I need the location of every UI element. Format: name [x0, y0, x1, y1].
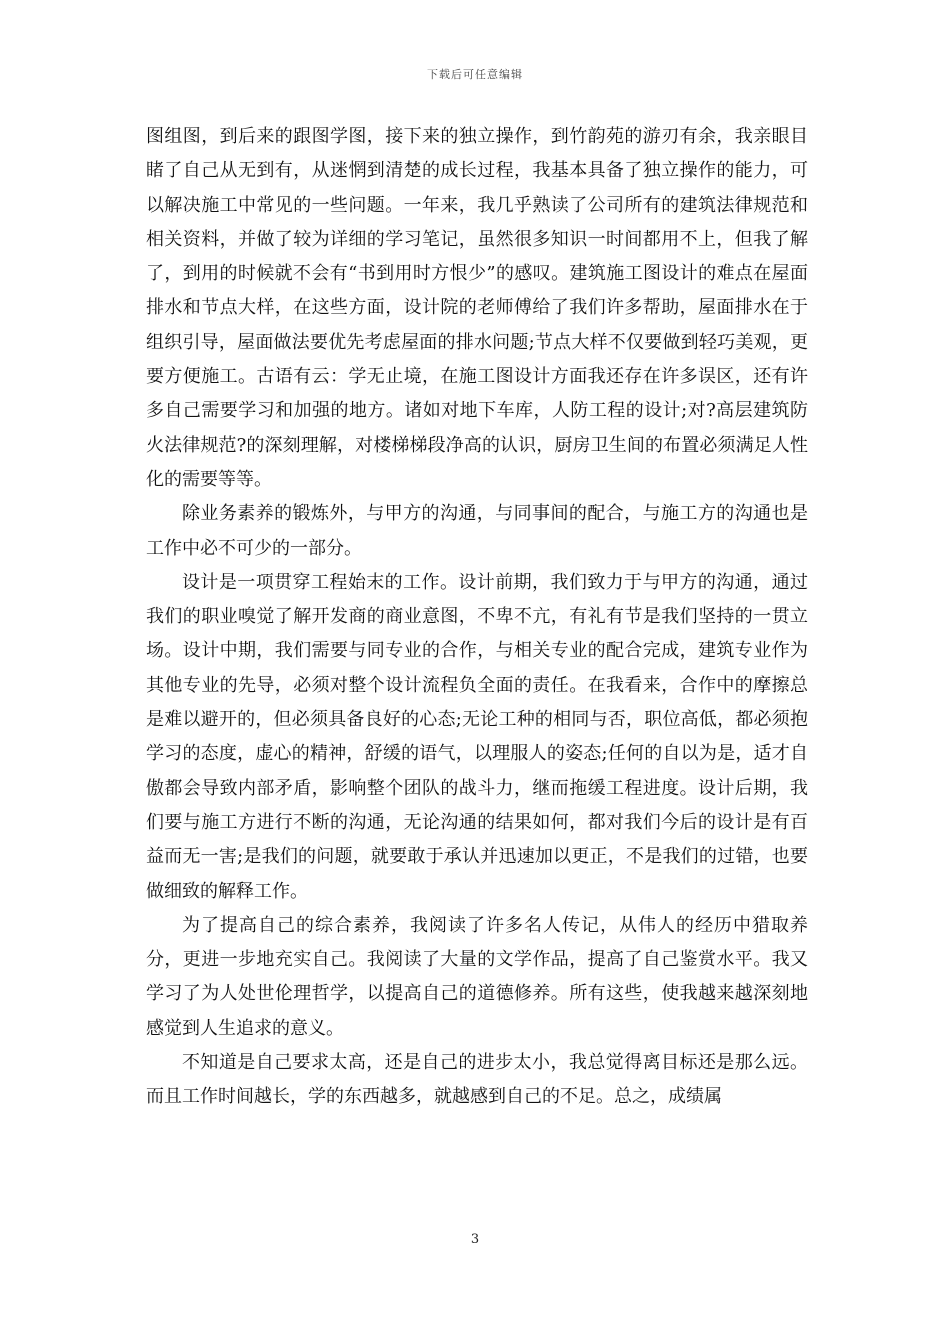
paragraph-2: 除业务素养的锻炼外，与甲方的沟通，与同事间的配合，与施工方的沟通也是工作中必不可少的一部分。 [146, 503, 808, 559]
paragraph-1: 图组图，到后来的跟图学图，接下来的独立操作，到竹韵苑的游刃有余，我亲眼目睹了自己从无到有，从迷惘到清楚的成长过程，我基本具备了独立操作的能力，可以解决施工中常见的一些问题。一年来，我几乎熟读了公司所有的建筑法律规范和相关资料，并做了较为详细的学习笔记，虽然很多知识一时间都用不上，但我了解了，到用的时候就不会有“书到用时方恨少”的感叹。建筑施工图设计的难点在屋面排水和节点大样，在这些方面，设计院的老师傅给了我们许多帮助，屋面排水在于组织引导，屋面做法要优先考虑屋面的排水问题;节点大样不仅要做到轻巧美观，更要方便施工。古语有云：学无止境，在施工图设计方面我还存在许多误区，还有许多自己需要学习和加强的地方。诸如对地下车库，人防工程的设计;对?高层建筑防火法律规范?的深刻理解，对楼梯梯段净高的认识，厨房卫生间的布置必须满足人性化的需要等等。 [146, 126, 808, 490]
paragraph-3: 设计是一项贯穿工程始末的工作。设计前期，我们致力于与甲方的沟通，通过我们的职业嗅觉了解开发商的商业意图，不卑不亢，有礼有节是我们坚持的一贯立场。设计中期，我们需要与同专业的合作，与相关专业的配合完成，建筑专业作为其他专业的先导，必须对整个设计流程负全面的责任。在我看来，合作中的摩擦总是难以避开的，但必须具备良好的心态;无论工种的相同与否，职位高低，都必须抱学习的态度，虚心的精神，舒缓的语气，以理服人的姿态;任何的自以为是，适才自傲都会导致内部矛盾，影响整个团队的战斗力，继而拖缓工程进度。设计后期，我们要与施工方进行不断的沟通，无论沟通的结果如何，都对我们今后的设计是有百益而无一害;是我们的问题，就要敢于承认并迅速加以更正，不是我们的过错，也要做细致的解释工作。 [146, 571, 808, 902]
paragraph-5: 不知道是自己要求太高，还是自己的进步太小，我总觉得离目标还是那么远。而且工作时间越长，学的东西越多，就越感到自己的不足。总之，成绩属 [146, 1052, 808, 1108]
page-number: 3 [470, 1232, 480, 1247]
paragraph-4: 为了提高自己的综合素养，我阅读了许多名人传记，从伟人的经历中猎取养分，更进一步地充实自己。我阅读了大量的文学作品，提高了自己鉴赏水平。我又学习了为人处世伦理哲学，以提高自己的道德修养。所有这些，使我越来越深刻地感觉到人生追求的意义。 [146, 914, 808, 1039]
document-body [146, 120, 808, 1115]
page-header: 下载后可任意编辑 [427, 68, 523, 81]
